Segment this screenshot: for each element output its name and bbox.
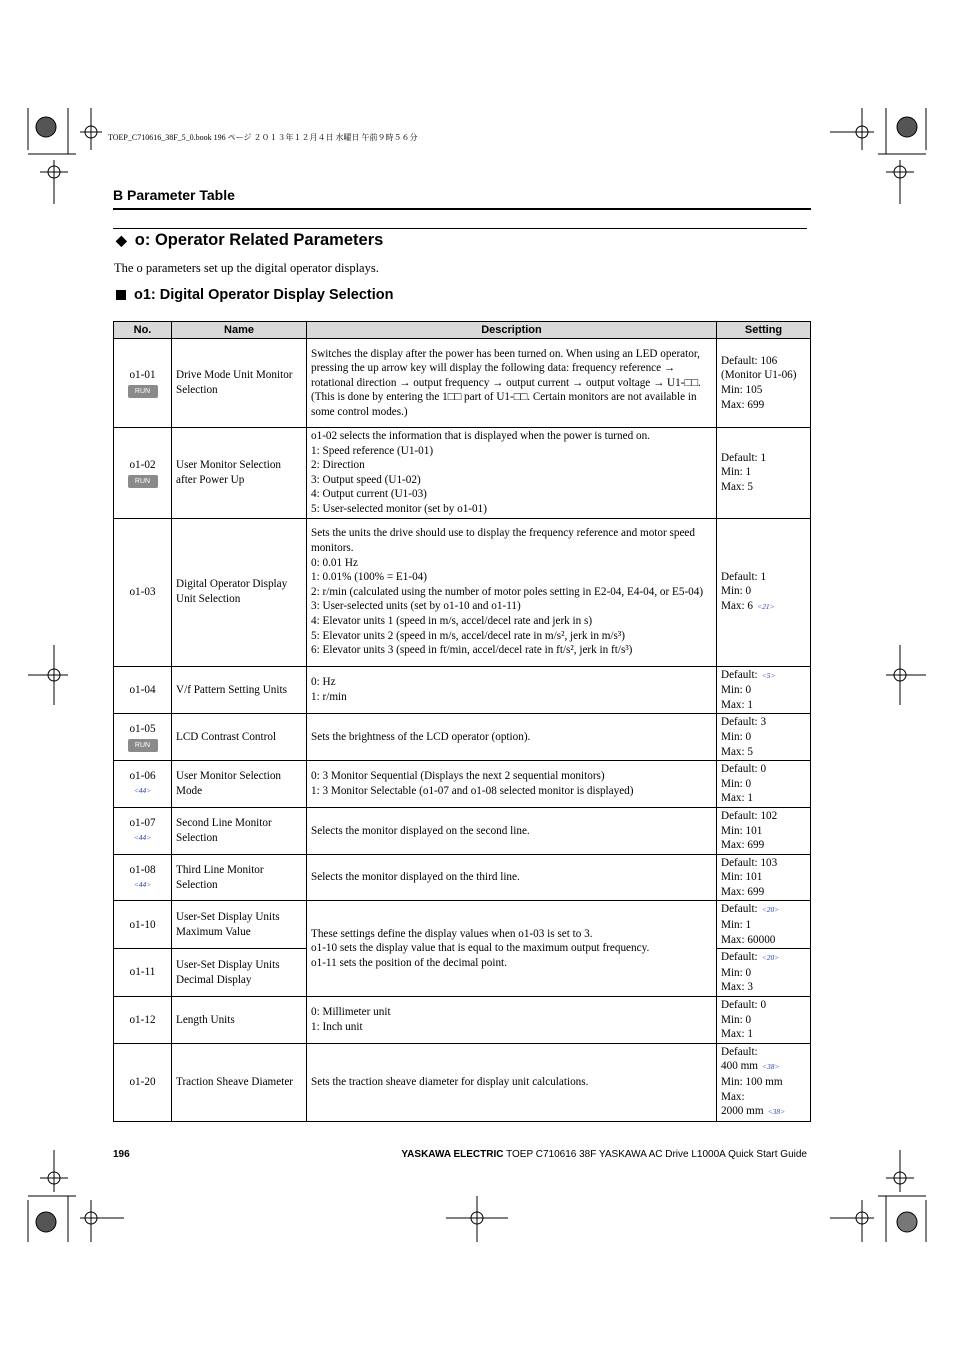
description-line: Sets the traction sheave diameter for display unit calculations.: [311, 1076, 589, 1088]
param-setting: [717, 428, 811, 519]
parameter-table: [113, 321, 811, 1122]
setting-line: [721, 451, 806, 466]
description-line: 2: Direction: [311, 459, 365, 472]
description-line: 3: User-selected units (set by o1-10 and o1-11): [311, 600, 521, 613]
setting-text: (Monitor U1-06): [721, 369, 797, 382]
footer-company: YASKAWA ELECTRIC: [401, 1149, 504, 1160]
setting-text: Default:: [721, 1045, 758, 1058]
header-rule: [113, 208, 811, 210]
setting-line: [721, 584, 806, 599]
setting-text: Default: 0: [721, 763, 767, 776]
description-line: (This is done by entering the 1□□ part of U1-□□. Certain monitors are not available in some control modes.): [311, 391, 697, 418]
table-row: [114, 997, 811, 1044]
setting-line: [721, 856, 806, 871]
footer-doc-title: [401, 1149, 807, 1160]
description-line: 3: Output speed (U1-02): [311, 473, 421, 486]
setting-line: [721, 1104, 806, 1120]
setting-line: [721, 824, 806, 839]
description-line: Sets the brightness of the LCD operator (option).: [311, 730, 531, 743]
heading-text: o: Operator Related Parameters: [134, 231, 384, 249]
setting-line: [721, 1045, 806, 1060]
setting-text: Max: 1: [721, 698, 754, 711]
col-header-description: Description: [307, 322, 717, 339]
param-setting: [717, 666, 811, 714]
reference-note: <5>: [761, 670, 776, 680]
setting-line: [721, 383, 806, 398]
description-line: 0: 0.01 Hz: [311, 556, 358, 569]
heading: [116, 231, 383, 250]
setting-line: [721, 918, 806, 933]
setting-text: Default: 103: [721, 856, 778, 869]
param-setting: [717, 714, 811, 761]
setting-text: Default: 3: [721, 716, 767, 729]
setting-line: [721, 1013, 806, 1028]
reference-note: <20>: [761, 905, 780, 915]
setting-line: [721, 933, 806, 948]
param-number: [114, 714, 172, 761]
setting-line: [721, 791, 806, 806]
description-line: Selects the monitor displayed on the third line.: [311, 871, 520, 884]
param-number: [114, 854, 172, 901]
setting-text: Min: 0: [721, 966, 752, 979]
setting-text: Min: 0: [721, 777, 752, 790]
setting-text: Min: 101: [721, 871, 763, 884]
param-name: User-Set Display Units Decimal Display: [172, 949, 307, 997]
param-name: Third Line Monitor Selection: [172, 854, 307, 901]
param-number: [114, 1043, 172, 1121]
param-number-text: o1-20: [129, 1076, 156, 1088]
description-line: 1: Inch unit: [311, 1020, 363, 1033]
print-header: TOEP_C710616_38F_5_0.book 196 ページ ２０１３年１２月４日 水曜日 午前９時５６分: [108, 133, 418, 142]
subheading-text: o1: Digital Operator Display Selection: [134, 287, 394, 303]
setting-line: [721, 1059, 806, 1075]
setting-line: [721, 715, 806, 730]
param-number-text: o1-05: [129, 723, 156, 736]
param-number-text: o1-08: [129, 863, 156, 876]
description-line: 1: r/min: [311, 690, 347, 703]
param-setting: [717, 339, 811, 428]
setting-text: Default: 1: [721, 570, 767, 583]
setting-text: Min: 0: [721, 585, 752, 598]
setting-line: [721, 998, 806, 1013]
param-description: [307, 854, 717, 901]
setting-line: [721, 480, 806, 495]
description-line: 5: Elevator units 2 (speed in m/s, accel/decel rate in m/s², jerk in m/s³): [311, 629, 625, 642]
param-number: [114, 518, 172, 666]
setting-text: Max: 6: [721, 599, 754, 612]
table-row: [114, 1043, 811, 1121]
param-description: [307, 666, 717, 714]
param-number-text: o1-01: [129, 369, 156, 382]
setting-text: Min: 0: [721, 684, 752, 697]
setting-text: Min: 1: [721, 466, 752, 479]
param-number: [114, 997, 172, 1044]
description-line: 0: Hz: [311, 676, 336, 689]
reference-note: <20>: [761, 953, 780, 963]
table-row: [114, 666, 811, 714]
reference-note: <21>: [757, 601, 775, 611]
table-header-row: [114, 322, 811, 339]
setting-text: Max: 699: [721, 839, 765, 852]
description-line: o1-02 selects the information that is displayed when the power is turned on.: [311, 430, 650, 442]
param-number: [114, 761, 172, 808]
setting-text: Max: 699: [721, 885, 765, 898]
setting-text: Max: 60000: [721, 933, 776, 946]
setting-text: Min: 105: [721, 384, 763, 396]
param-number: [114, 666, 172, 714]
param-description: [307, 997, 717, 1044]
table-row: [114, 761, 811, 808]
setting-line: [721, 398, 806, 413]
setting-line: [721, 1090, 806, 1105]
setting-line: [721, 1027, 806, 1042]
setting-line: [721, 354, 806, 369]
param-number: [114, 949, 172, 997]
description-line: o1-10 sets the display value that is equal to the maximum output frequency.: [311, 942, 650, 955]
description-line: 1: 0.01% (100% = E1-04): [311, 571, 427, 584]
footer-doc: TOEP C710616 38F YASKAWA AC Drive L1000A Quick Start Guide: [506, 1149, 807, 1160]
param-description: [307, 761, 717, 808]
col-header-setting: Setting: [717, 322, 811, 339]
setting-text: Min: 100 mm: [721, 1076, 783, 1088]
param-name: Drive Mode Unit Monitor Selection: [172, 339, 307, 428]
setting-line: [721, 570, 806, 585]
page-number: 196: [113, 1149, 130, 1160]
setting-line: [721, 980, 806, 995]
description-line: 4: Elevator units 1 (speed in m/s, accel/decel rate and jerk in s): [311, 614, 593, 627]
col-header-no: No.: [114, 322, 172, 339]
square-bullet-icon: [116, 290, 126, 300]
param-setting: [717, 997, 811, 1044]
param-setting: [717, 761, 811, 808]
table-row: [114, 901, 811, 949]
description-line: o1-11 sets the position of the decimal point.: [311, 957, 507, 970]
param-number-text: o1-03: [129, 585, 156, 598]
table-row: [114, 428, 811, 519]
run-badge-icon: RUN: [128, 475, 158, 488]
description-line: 0: 3 Monitor Sequential (Displays the next 2 sequential monitors): [311, 770, 605, 783]
setting-text: Min: 101: [721, 824, 763, 837]
setting-text: Default: 106: [721, 354, 778, 367]
setting-line: [721, 1075, 806, 1090]
description-line: 2: r/min (calculated using the number of motor poles setting in E2-04, E4-04, or E5-04): [311, 585, 704, 598]
setting-text: Default:: [721, 903, 758, 916]
setting-text: Min: 0: [721, 1013, 752, 1026]
setting-line: [721, 762, 806, 777]
table-row: [114, 807, 811, 854]
run-badge-icon: RUN: [128, 739, 158, 752]
param-name: LCD Contrast Control: [172, 714, 307, 761]
table-row: [114, 339, 811, 428]
setting-line: [721, 368, 806, 383]
setting-line: [721, 777, 806, 792]
reference-note: <44>: [133, 786, 152, 796]
col-header-name: Name: [172, 322, 307, 339]
description-line: These settings define the display values when o1-03 is set to 3.: [311, 927, 593, 940]
diamond-icon: ◆: [116, 232, 127, 248]
param-name: Second Line Monitor Selection: [172, 807, 307, 854]
param-name: User Monitor Selection Mode: [172, 761, 307, 808]
param-number: [114, 807, 172, 854]
param-number-text: o1-07: [129, 817, 156, 830]
intro-text: The o parameters set up the digital operator displays.: [114, 261, 379, 275]
setting-text: Max: 1: [721, 1028, 754, 1041]
setting-line: [721, 698, 806, 713]
param-setting: [717, 901, 811, 949]
param-description: [307, 339, 717, 428]
setting-line: [721, 885, 806, 900]
reference-note: <44>: [133, 879, 152, 889]
table-row: [114, 714, 811, 761]
param-number: [114, 428, 172, 519]
setting-text: Default: 102: [721, 809, 778, 822]
description-line: 1: 3 Monitor Selectable (o1-07 and o1-08 selected monitor is displayed): [311, 785, 634, 798]
setting-line: [721, 838, 806, 853]
setting-text: Max: 699: [721, 398, 765, 411]
setting-line: [721, 902, 806, 918]
param-name: User Monitor Selection after Power Up: [172, 428, 307, 519]
setting-text: Max: 1: [721, 792, 754, 805]
setting-text: Max:: [721, 1090, 745, 1103]
description-line: 6: Elevator units 3 (speed in ft/min, accel/decel rate in ft/s², jerk in ft/s³): [311, 644, 633, 657]
setting-text: Max: 3: [721, 981, 754, 994]
param-setting: [717, 807, 811, 854]
run-badge-icon: RUN: [128, 385, 158, 398]
param-description: [307, 901, 717, 997]
description-line: Switches the display after the power has been turned on. When using an LED operator, pressing the up arrow key will display the following data: frequency reference → rotational direction → output frequency → output current → output voltage → U1-□□.: [311, 347, 701, 389]
setting-line: [721, 745, 806, 760]
param-number-text: o1-02: [129, 458, 156, 471]
param-number-text: o1-06: [129, 770, 156, 783]
param-name: Digital Operator Display Unit Selection: [172, 518, 307, 666]
section-label: B Parameter Table: [113, 187, 235, 203]
description-line: Sets the units the drive should use to display the frequency reference and motor speed monitors.: [311, 527, 695, 554]
table-row: [114, 518, 811, 666]
setting-text: Default:: [721, 668, 758, 681]
setting-line: [721, 809, 806, 824]
setting-line: [721, 950, 806, 966]
description-line: 0: Millimeter unit: [311, 1006, 391, 1019]
param-setting: [717, 1043, 811, 1121]
param-description: [307, 518, 717, 666]
setting-line: [721, 599, 806, 615]
param-description: [307, 807, 717, 854]
param-name: User-Set Display Units Maximum Value: [172, 901, 307, 949]
param-description: [307, 428, 717, 519]
description-line: Selects the monitor displayed on the second line.: [311, 824, 530, 837]
subheading: [116, 287, 393, 303]
param-number-text: o1-11: [129, 966, 156, 979]
param-number-text: o1-04: [129, 683, 156, 696]
param-setting: [717, 854, 811, 901]
reference-note: <44>: [133, 832, 152, 842]
param-name: Length Units: [172, 997, 307, 1044]
param-name: V/f Pattern Setting Units: [172, 666, 307, 714]
setting-line: [721, 730, 806, 745]
description-line: 1: Speed reference (U1-01): [311, 444, 434, 457]
setting-line: [721, 465, 806, 480]
param-setting: [717, 518, 811, 666]
table-row: [114, 854, 811, 901]
setting-text: Default:: [721, 951, 758, 964]
setting-text: 400 mm: [721, 1060, 758, 1073]
param-setting: [717, 949, 811, 997]
setting-line: [721, 668, 806, 684]
param-number: [114, 339, 172, 428]
setting-text: 2000 mm: [721, 1105, 764, 1118]
setting-text: Default: 1: [721, 451, 767, 464]
reference-note: <38>: [767, 1107, 786, 1117]
param-name: Traction Sheave Diameter: [172, 1043, 307, 1121]
reference-note: <38>: [761, 1062, 780, 1072]
setting-text: Min: 1: [721, 919, 752, 932]
setting-text: Max: 5: [721, 481, 754, 494]
setting-line: [721, 966, 806, 981]
section-rule: [113, 228, 807, 229]
setting-line: [721, 870, 806, 885]
setting-text: Min: 0: [721, 730, 752, 743]
param-number: [114, 901, 172, 949]
setting-line: [721, 683, 806, 698]
setting-text: Default: 0: [721, 999, 767, 1012]
setting-text: Max: 5: [721, 745, 754, 758]
param-description: [307, 714, 717, 761]
param-number-text: o1-10: [129, 918, 156, 931]
description-line: 5: User-selected monitor (set by o1-01): [311, 502, 487, 515]
param-description: [307, 1043, 717, 1121]
description-line: 4: Output current (U1-03): [311, 488, 427, 501]
param-number-text: o1-12: [129, 1013, 156, 1026]
